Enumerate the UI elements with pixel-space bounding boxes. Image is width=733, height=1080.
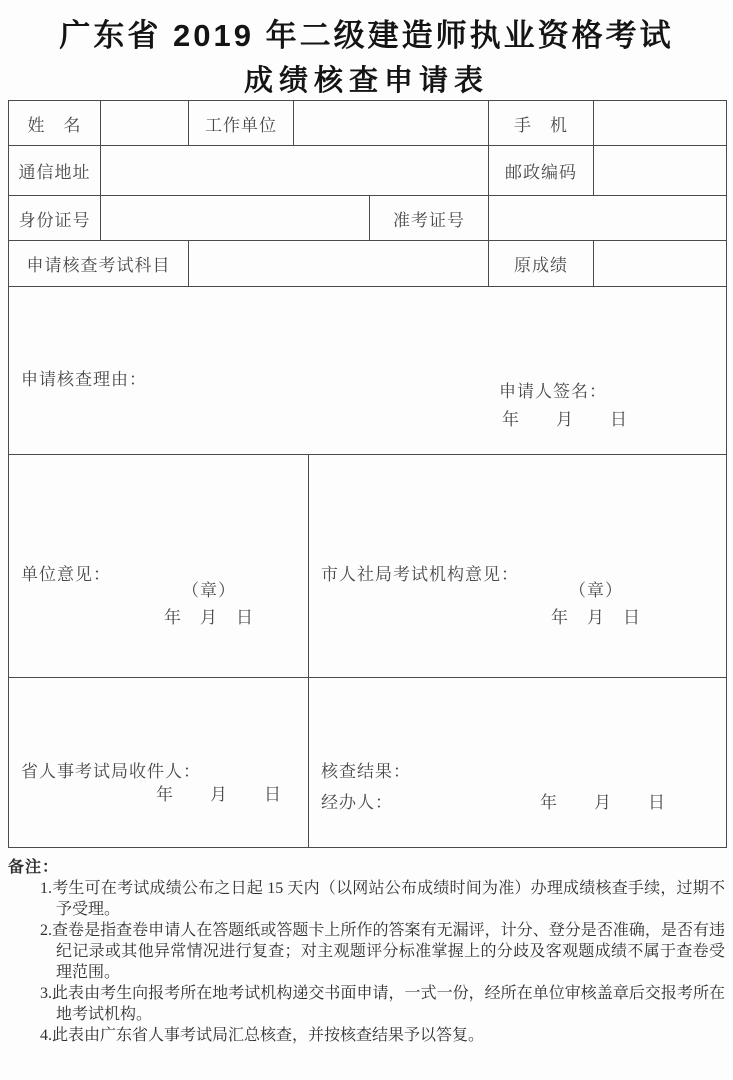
reason-label: 申请核查理由： <box>21 369 147 389</box>
address-label: 通信地址 <box>9 146 101 196</box>
note-text: 此表由广东省人事考试局汇总核查，并按核查结果予以答复。 <box>52 1027 485 1044</box>
work-unit-field <box>294 101 489 146</box>
handler-row <box>321 788 666 813</box>
applicant-signature-label: 申请人签名： <box>499 382 607 401</box>
mobile-label: 手 机 <box>489 101 594 146</box>
id-number-label: 身份证号 <box>9 196 101 241</box>
result-cell <box>309 678 727 848</box>
notes-section <box>8 857 725 1046</box>
exam-ticket-field <box>489 196 727 241</box>
name-field <box>101 101 189 146</box>
note-item-2 <box>40 920 725 983</box>
page-title-line2: 成绩核查申请表 <box>243 65 489 97</box>
city-date-placeholder: 年 月 日 <box>551 608 641 627</box>
city-stamp-placeholder: （章） <box>569 581 623 600</box>
subjects-field <box>189 241 489 287</box>
receiver-cell <box>9 678 309 848</box>
work-unit-label: 工作单位 <box>189 101 294 146</box>
reason-cell <box>9 287 727 455</box>
unit-stamp-block <box>139 577 279 631</box>
receiver-label: 省人事考试局收件人： <box>21 761 201 781</box>
note-number: 1. <box>40 880 52 897</box>
name-label: 姓 名 <box>9 101 101 146</box>
page-title <box>0 0 733 100</box>
postal-code-field <box>594 146 727 196</box>
exam-ticket-label: 准考证号 <box>370 196 489 241</box>
receiver-date-placeholder: 年 月 日 <box>156 785 282 804</box>
handler-date-placeholder: 年 月 日 <box>540 793 666 812</box>
address-field <box>101 146 489 196</box>
original-score-field <box>594 241 727 287</box>
note-number: 4. <box>40 1027 52 1044</box>
unit-opinion-cell <box>9 455 309 678</box>
applicant-info-table <box>8 100 727 455</box>
note-item-1 <box>40 878 725 920</box>
mobile-field <box>594 101 727 146</box>
unit-date-placeholder: 年 月 日 <box>164 608 254 627</box>
applicant-signature-block <box>499 378 628 434</box>
note-number: 3. <box>40 985 52 1002</box>
original-score-label: 原成绩 <box>489 241 594 287</box>
note-text: 考生可在考试成绩公布之日起 15 天内（以网站公布成绩时间为准）办理成绩核查手续，过期不予受理。 <box>52 880 725 918</box>
unit-opinion-label: 单位意见： <box>21 565 111 584</box>
page-title-line1: 广东省 2019 年二级建造师执业资格考试 <box>59 18 674 53</box>
subjects-label: 申请核查考试科目 <box>9 241 189 287</box>
opinions-table <box>8 454 727 848</box>
city-stamp-block <box>526 577 666 631</box>
applicant-date-placeholder: 年 月 日 <box>502 410 628 429</box>
city-opinion-label: 市人社局考试机构意见： <box>321 565 519 584</box>
note-item-4 <box>40 1025 725 1046</box>
id-number-field <box>101 196 370 241</box>
postal-code-label: 邮政编码 <box>489 146 594 196</box>
note-number: 2. <box>40 922 52 939</box>
note-text: 查卷是指查卷申请人在答题纸或答题卡上所作的答案有无漏评，计分、登分是否准确，是否有违纪记录或其他异常情况进行复查；对主观题评分标准掌握上的分歧及客观题成绩不属于查卷受理范围。 <box>52 922 725 981</box>
unit-stamp-placeholder: （章） <box>182 581 236 600</box>
notes-heading: 备注： <box>8 859 60 876</box>
note-item-3 <box>40 983 725 1025</box>
result-label: 核查结果： <box>321 761 411 781</box>
city-opinion-cell <box>309 455 727 678</box>
note-text: 此表由考生向报考所在地考试机构递交书面申请，一式一份，经所在单位审核盖章后交报考所在地考试机构。 <box>52 985 725 1023</box>
handler-label: 经办人： <box>321 793 393 812</box>
